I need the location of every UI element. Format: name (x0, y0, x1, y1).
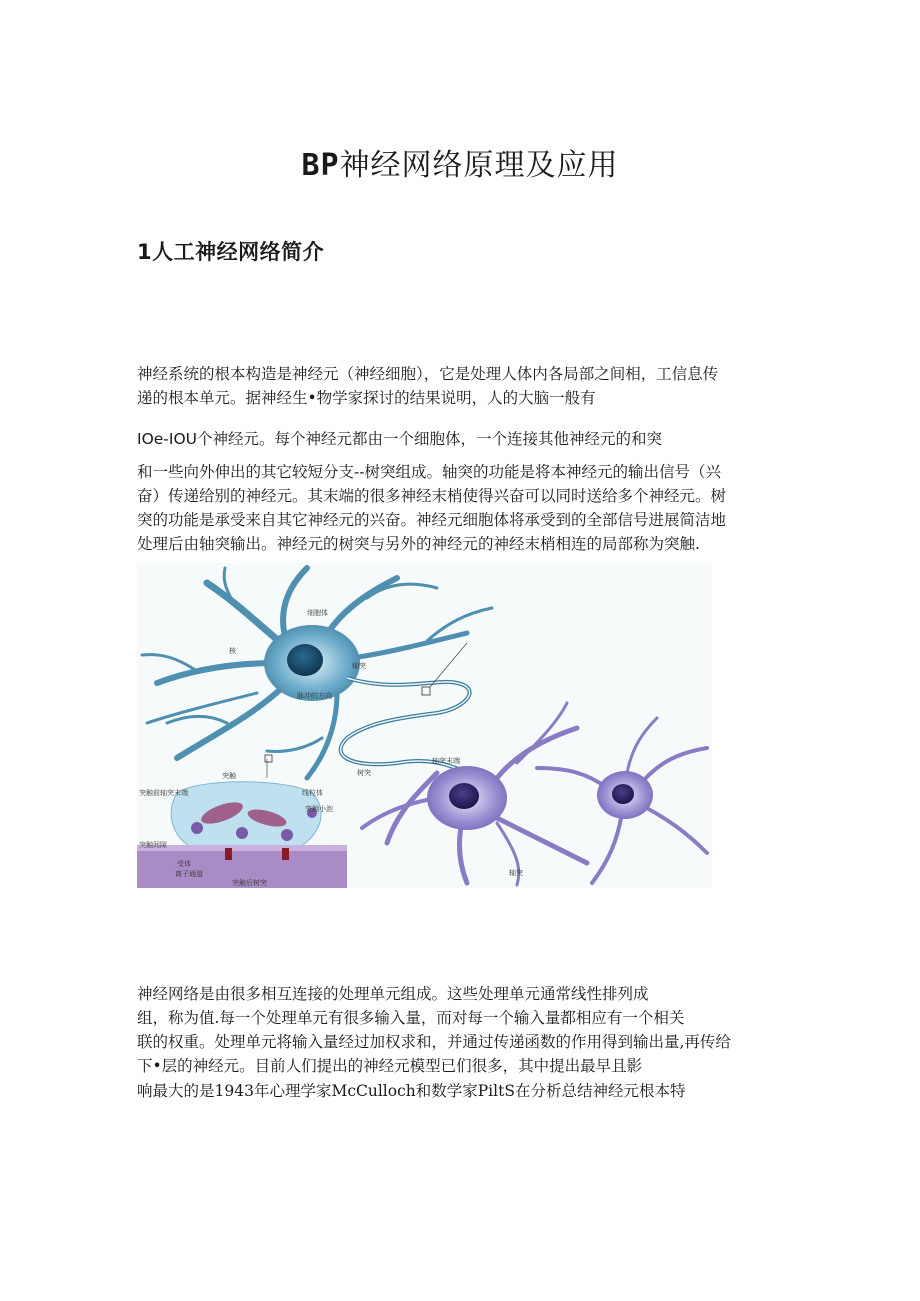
label-nucleus: 核 (229, 647, 236, 655)
paragraph-line: 神经系统的根本构造是神经元（神经细胞），它是处理人体内各局部之间相，工信息传 (137, 365, 719, 383)
paragraph-line: 奋）传递给别的神经元。其末端的很多神经末梢使得兴奋可以同时送给多个神经元。树 (137, 487, 727, 505)
section-heading: 1人工神经网络简介 (137, 240, 325, 264)
paragraph-4 (137, 982, 731, 1078)
receptor (282, 848, 289, 860)
purple-nucleus-2 (612, 784, 634, 804)
label-axon-terminal: 轴突末端 (432, 757, 460, 765)
teal-nucleus (287, 644, 323, 676)
paragraph-1 (137, 362, 718, 410)
neuron-illustration (137, 563, 712, 888)
paragraph-line: 组，称为值.每一个处理单元有很多输入量，而对每一个输入量都相应有一个相关 (137, 1009, 685, 1027)
paragraph-line: 联的权重。处理单元将输入量经过加权求和，并通过传递函数的作用得到输出量,再传给 (137, 1033, 731, 1051)
vesicle (191, 822, 203, 834)
label-postsynaptic: 突触后树突 (232, 879, 267, 887)
paragraph-line: 突的功能是承受来自其它神经元的兴奋。神经元细胞体将承受到的全部信号进展简洁地 (137, 511, 727, 529)
label-impulse-direction: 脉冲的方向 (297, 692, 332, 700)
paragraph-line: 神经网络是由很多相互连接的处理单元组成。这些处理单元通常线性排列成 (137, 985, 649, 1003)
vesicle (236, 827, 248, 839)
paragraph-2: IOe-IOU个神经元。每个神经元都由一个细胞体，一个连接其他神经元的和突 (137, 430, 663, 448)
paragraph-line: 处理后由轴突输出。神经元的树突与另外的神经元的神经末梢相连的局部称为突触. (137, 535, 700, 553)
label-ion-channel: 离子通道 (175, 870, 203, 878)
paragraph-5: 响最大的是1943年心理学家McCulloch和数学家PiltS在分析总结神经元根本特 (137, 1082, 686, 1100)
paragraph-3 (137, 460, 726, 556)
label-axon: 轴突 (352, 662, 366, 670)
label-synapse: 突触 (222, 772, 236, 780)
label-receptor: 受体 (177, 860, 191, 868)
vesicle (281, 829, 293, 841)
label-cell-body: 细胞体 (307, 609, 328, 617)
document-title: BP神经网络原理及应用 (301, 148, 619, 183)
receptor (225, 848, 232, 860)
paragraph-line: 下•层的神经元。目前人们提出的神经元模型已们很多，其中提出最早且影 (137, 1057, 643, 1075)
label-presynaptic: 突触前轴突末端 (139, 789, 188, 797)
paragraph-line: 和一些向外伸出的其它较短分支--树突组成。轴突的功能是将本神经元的输出信号（兴 (137, 463, 721, 481)
label-dendrite: 树突 (357, 769, 371, 777)
paragraph-line: 递的根本单元。据神经生•物学家探讨的结果说明，人的大脑一般有 (137, 389, 596, 407)
membrane-edge (137, 845, 347, 851)
label-axon-2: 轴突 (509, 869, 523, 877)
title-rest: 神经网络原理及应用 (339, 148, 619, 183)
purple-nucleus-1 (449, 783, 479, 809)
label-cleft: 突触间隙 (139, 841, 167, 849)
label-vesicle: 突触小泡 (305, 805, 333, 813)
label-mitochondria: 线粒体 (302, 789, 323, 797)
